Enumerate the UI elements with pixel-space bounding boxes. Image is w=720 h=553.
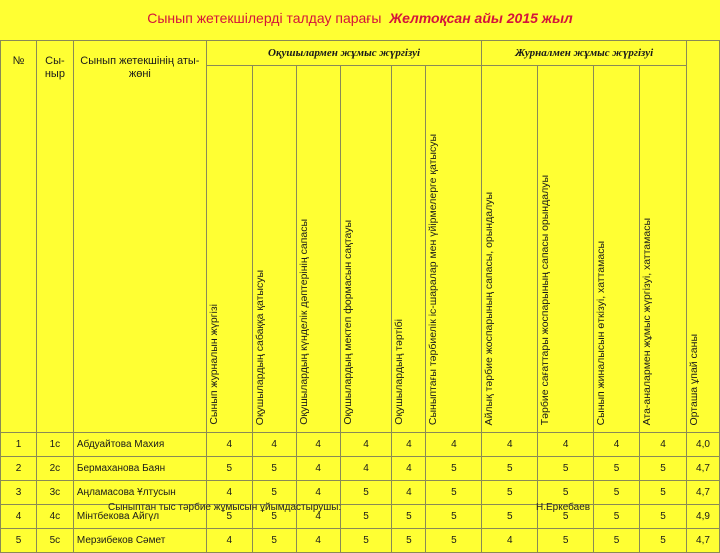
- row-class: 4с: [36, 505, 73, 529]
- header-group-students: Оқушылармен жұмыс жүргізуі: [206, 41, 482, 66]
- table-row: [1, 433, 720, 457]
- title-main: Сынып жетекшілерді талдау парағы: [147, 10, 382, 26]
- row-score: 4: [296, 457, 340, 481]
- row-score: 4: [340, 457, 392, 481]
- row-score: 5: [392, 529, 426, 553]
- row-score: 4: [206, 433, 252, 457]
- row-score: 4: [538, 433, 594, 457]
- row-score: 4: [206, 529, 252, 553]
- criteria-header-cell: [392, 66, 426, 433]
- row-score: 5: [538, 529, 594, 553]
- page-title: [0, 10, 720, 26]
- row-score: 5: [538, 457, 594, 481]
- row-score: 5: [640, 481, 687, 505]
- row-score: 5: [252, 481, 296, 505]
- row-number: 3: [1, 481, 37, 505]
- row-score: 5: [538, 481, 594, 505]
- title-period: Желтоқсан айы 2015 жыл: [389, 10, 573, 26]
- header-num: №: [1, 41, 37, 433]
- row-score: 4: [640, 433, 687, 457]
- header-average-cell: [686, 41, 719, 433]
- row-average: 4,7: [686, 481, 719, 505]
- row-score: 4: [296, 433, 340, 457]
- row-teacher-name: Мінтбекова Айгүл: [73, 505, 206, 529]
- criteria-header: Сынып журналын жүргізі: [207, 304, 220, 425]
- criteria-header-cell: [640, 66, 687, 433]
- row-number: 4: [1, 505, 37, 529]
- criteria-header-cell: [538, 66, 594, 433]
- criteria-header: Оқушылардың күнделік дәптерінің сапасы: [297, 219, 310, 425]
- row-score: 4: [594, 433, 640, 457]
- criteria-header: Оқушылардың мектеп формасын сақтауы: [341, 220, 354, 425]
- row-teacher-name: Аңламасова Ұлтусын: [73, 481, 206, 505]
- row-score: 4: [482, 433, 538, 457]
- row-score: 5: [594, 529, 640, 553]
- row-number: 5: [1, 529, 37, 553]
- row-score: 5: [340, 505, 392, 529]
- row-score: 5: [594, 457, 640, 481]
- header-class: Сы-ныр: [36, 41, 73, 433]
- row-score: 4: [392, 433, 426, 457]
- row-score: 5: [426, 505, 482, 529]
- table-row: [1, 481, 720, 505]
- row-score: 5: [252, 505, 296, 529]
- criteria-header-cell: [482, 66, 538, 433]
- row-score: 5: [252, 529, 296, 553]
- table-row: [1, 457, 720, 481]
- criteria-header: Тәрбие сағаттары жоспарының сапасы орындалуы: [539, 174, 552, 425]
- criteria-header-cell: [340, 66, 392, 433]
- footer-name: Н.Еркебаев: [536, 502, 591, 513]
- row-score: 4: [296, 529, 340, 553]
- row-teacher-name: Бермаханова Баян: [73, 457, 206, 481]
- row-score: 5: [340, 529, 392, 553]
- row-score: 4: [296, 481, 340, 505]
- row-class: 5с: [36, 529, 73, 553]
- row-score: 5: [252, 457, 296, 481]
- row-score: 4: [426, 433, 482, 457]
- row-score: 5: [206, 505, 252, 529]
- criteria-header: Оқушылардың сабаққа қатысуы: [253, 269, 266, 425]
- row-class: 3с: [36, 481, 73, 505]
- row-score: 4: [392, 481, 426, 505]
- header-average: Орташа ұпай саны: [687, 333, 700, 425]
- row-score: 4: [252, 433, 296, 457]
- row-score: 5: [640, 529, 687, 553]
- row-class: 1с: [36, 433, 73, 457]
- row-score: 5: [426, 481, 482, 505]
- row-score: 5: [594, 505, 640, 529]
- criteria-header-cell: [252, 66, 296, 433]
- criteria-header: Айлық тәрбие жоспарының сапасы, орындалуы: [483, 191, 496, 425]
- row-score: 5: [594, 481, 640, 505]
- row-score: 4: [206, 481, 252, 505]
- criteria-header: Сыныптағы тәрбиелік іс-шаралар мен үйірмелерге қатысуы: [427, 133, 440, 425]
- row-average: 4,7: [686, 457, 719, 481]
- row-number: 1: [1, 433, 37, 457]
- row-score: 4: [482, 529, 538, 553]
- row-teacher-name: Мерзибеков Сәмет: [73, 529, 206, 553]
- row-score: 5: [206, 457, 252, 481]
- row-score: 5: [340, 481, 392, 505]
- row-score: 5: [426, 529, 482, 553]
- row-score: 4: [296, 505, 340, 529]
- table-body: [1, 433, 720, 553]
- criteria-header-cell: [296, 66, 340, 433]
- row-average: 4,9: [686, 505, 719, 529]
- row-number: 2: [1, 457, 37, 481]
- row-score: 5: [640, 457, 687, 481]
- row-score: 5: [538, 505, 594, 529]
- row-score: 4: [392, 457, 426, 481]
- criteria-header: Сынып жиналысын өткізуі, хаттамасы: [595, 240, 608, 425]
- table-row: [1, 529, 720, 553]
- row-score: 5: [640, 505, 687, 529]
- criteria-header-cell: [426, 66, 482, 433]
- criteria-header: Ата-аналармен жұмыс жүргізуі, хаттамасы: [641, 217, 654, 425]
- row-score: 5: [392, 505, 426, 529]
- row-score: 5: [482, 505, 538, 529]
- row-average: 4,0: [686, 433, 719, 457]
- row-teacher-name: Абдуайтова Махия: [73, 433, 206, 457]
- row-average: 4,7: [686, 529, 719, 553]
- row-score: 5: [482, 481, 538, 505]
- header-teacher: Сынып жетекшінің аты-жөні: [73, 41, 206, 433]
- criteria-header: Оқушылардың тәртібі: [393, 319, 406, 425]
- row-score: 5: [482, 457, 538, 481]
- criteria-header-cell: [594, 66, 640, 433]
- row-score: 5: [426, 457, 482, 481]
- row-class: 2с: [36, 457, 73, 481]
- analysis-table: [0, 40, 720, 553]
- header-group-journal: Журналмен жұмыс жүргізуі: [482, 41, 687, 66]
- criteria-header-cell: [206, 66, 252, 433]
- footer-role: Сыныптан тыс тәрбие жұмысын ұйымдастырушы:: [108, 502, 342, 513]
- row-score: 4: [340, 433, 392, 457]
